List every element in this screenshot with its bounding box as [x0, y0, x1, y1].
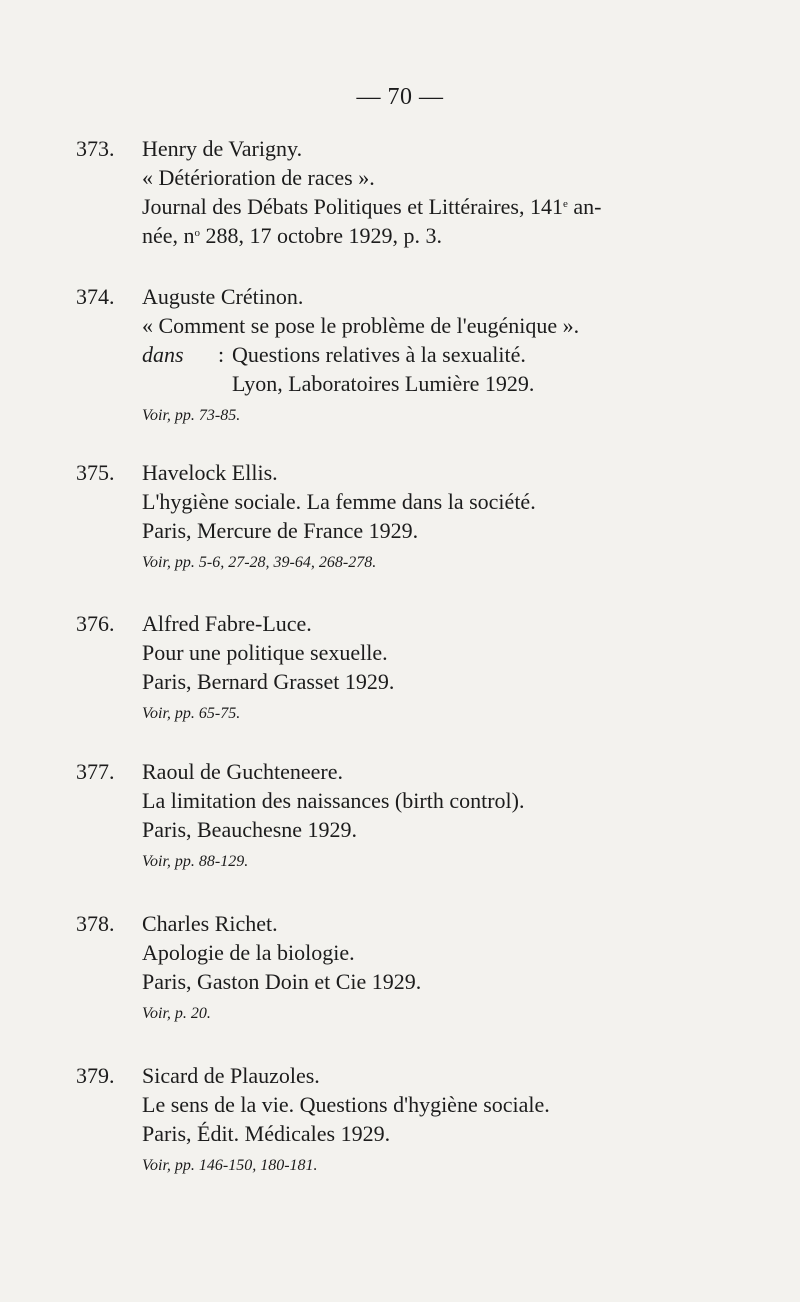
journal-issue: née, n — [142, 223, 195, 248]
entry-number: 376. — [76, 611, 115, 636]
entry-title: Apologie de la biologie. — [142, 940, 355, 965]
entry-publisher: Paris, Beauchesne 1929. — [142, 817, 358, 842]
entry-publisher: Paris, Gaston Doin et Cie 1929. — [142, 969, 422, 994]
entry-title: Le sens de la vie. Questions d'hygiène sociale. — [142, 1092, 550, 1117]
entry-author: Henry de Varigny. — [142, 136, 303, 161]
journal-superscript: e — [562, 198, 568, 210]
entry-author: Charles Richet. — [142, 911, 278, 936]
entry-title: « Détérioration de races ». — [142, 165, 375, 190]
entry-publisher: Paris, Bernard Grasset 1929. — [142, 669, 395, 694]
entry-number: 378. — [76, 911, 115, 936]
dans-colon: : — [218, 342, 225, 367]
source-title: Questions relatives à la sexualité. — [232, 342, 526, 367]
entry-number: 377. — [76, 759, 115, 784]
entry-author: Havelock Ellis. — [142, 460, 278, 485]
entry-journal-continued — [142, 221, 762, 250]
entry-source — [142, 340, 762, 369]
entry-title: La limitation des naissances (birth control). — [142, 788, 525, 813]
entry-title: Pour une politique sexuelle. — [142, 640, 388, 665]
journal-text: Journal des Débats Politiques et Littéraires, 141 — [142, 194, 563, 219]
entry-publisher: Paris, Édit. Médicales 1929. — [142, 1121, 391, 1146]
entry-pages-note: Voir, pp. 146-150, 180-181. — [142, 1157, 318, 1174]
entry-title: « Comment se pose le problème de l'eugénique ». — [142, 313, 580, 338]
entry-author: Alfred Fabre-Luce. — [142, 611, 312, 636]
entry-number: 373. — [76, 136, 115, 161]
entry-pages-note: Voir, pp. 65-75. — [142, 705, 241, 722]
entry-number: 379. — [76, 1063, 115, 1088]
entry-pages-note: Voir, p. 20. — [142, 1005, 211, 1022]
issue-superscript: o — [194, 227, 201, 239]
entry-author: Auguste Crétinon. — [142, 284, 304, 309]
entry-author: Sicard de Plauzoles. — [142, 1063, 320, 1088]
entry-number: 375. — [76, 460, 115, 485]
page-number: — 70 — — [356, 84, 444, 110]
journal-date: 288, 17 octobre 1929, p. 3. — [200, 223, 442, 248]
entry-pages-note: Voir, pp. 5-6, 27-28, 39-64, 268-278. — [142, 554, 377, 571]
dans-label: dans — [142, 342, 184, 367]
entry-pages-note: Voir, pp. 88-129. — [142, 853, 249, 870]
entry-publisher: Lyon, Laboratoires Lumière 1929. — [232, 371, 535, 396]
journal-text-end: an- — [567, 194, 602, 219]
entry-publisher: Paris, Mercure de France 1929. — [142, 518, 419, 543]
entry-pages-note: Voir, pp. 73-85. — [142, 407, 241, 424]
entry-author: Raoul de Guchteneere. — [142, 759, 343, 784]
entry-title: L'hygiène sociale. La femme dans la société. — [142, 489, 536, 514]
entry-journal — [142, 192, 762, 221]
entry-number: 374. — [76, 284, 115, 309]
